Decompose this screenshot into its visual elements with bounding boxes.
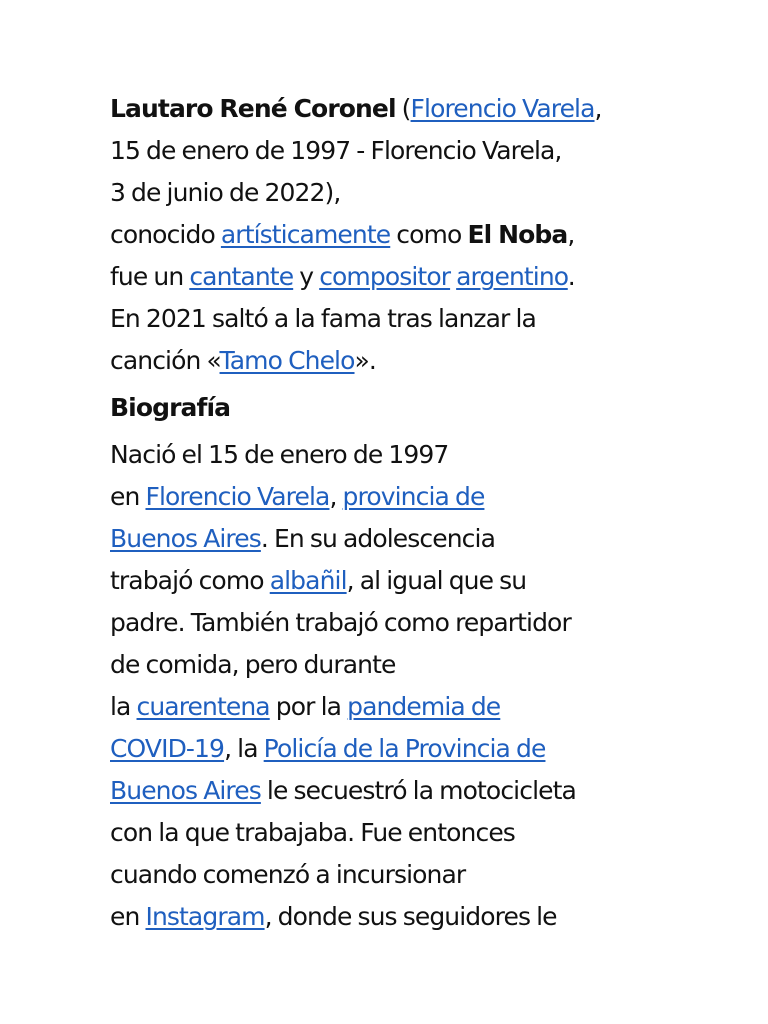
text: y	[293, 262, 320, 291]
section-heading-biografia: Biografía	[110, 393, 231, 422]
text: En 2021 saltó a la fama tras lanzar la	[110, 304, 536, 333]
text: . En su adolescencia	[260, 524, 495, 553]
text: como	[390, 220, 468, 249]
text: .	[567, 262, 575, 291]
subject-name: Lautaro René Coronel	[110, 94, 396, 123]
link-text: Buenos Aires	[110, 524, 261, 553]
text: fue un	[110, 262, 190, 291]
text: trabajó como	[110, 566, 270, 595]
link-florencio-varela[interactable]: Florencio Varela	[410, 94, 595, 123]
text: ,	[567, 220, 575, 249]
link-text: pandemia de	[347, 692, 501, 721]
alias-name: El Noba	[467, 220, 568, 249]
text: en	[110, 482, 146, 511]
text: , al igual que su	[346, 566, 527, 595]
link-text: Buenos Aires	[110, 776, 261, 805]
text: padre. También trabajó como repartidor	[110, 608, 571, 637]
link-compositor[interactable]: compositor	[319, 262, 451, 291]
text: (	[395, 94, 411, 123]
text: le secuestró la motocicleta	[260, 776, 576, 805]
intro-paragraph	[110, 88, 670, 382]
text: canción «	[110, 346, 220, 375]
link-text: Policía de la Provincia de	[263, 734, 546, 763]
text: , donde sus seguidores le	[264, 902, 557, 931]
link-artisticamente[interactable]: artísticamente	[220, 220, 391, 249]
link-text: provincia de	[342, 482, 485, 511]
text: cuando comenzó a incursionar	[110, 860, 466, 889]
link-florencio-varela-city[interactable]: Florencio Varela	[145, 482, 330, 511]
text: en	[110, 902, 146, 931]
text: Nació el 15 de enero de 1997	[110, 440, 449, 469]
link-cuarentena[interactable]: cuarentena	[136, 692, 270, 721]
biography-paragraph	[110, 434, 670, 938]
text: con la que trabajaba. Fue entonces	[110, 818, 515, 847]
text: la	[110, 692, 137, 721]
text: de comida, pero durante	[110, 650, 396, 679]
text: ,	[594, 94, 602, 123]
text: 15 de enero de 1997 - Florencio Varela,	[110, 136, 562, 165]
link-cantante[interactable]: cantante	[189, 262, 294, 291]
document-page	[110, 88, 670, 938]
text: , la	[224, 734, 264, 763]
link-instagram[interactable]: Instagram	[145, 902, 265, 931]
link-argentino[interactable]: argentino	[456, 262, 568, 291]
text: 3 de junio de 2022),	[110, 178, 341, 207]
text: conocido	[110, 220, 221, 249]
text: ,	[329, 482, 343, 511]
link-text: COVID-19	[110, 734, 225, 763]
link-tamo-chelo[interactable]: Tamo Chelo	[219, 346, 355, 375]
text: ».	[354, 346, 376, 375]
text: por la	[269, 692, 348, 721]
link-albanil[interactable]: albañil	[269, 566, 347, 595]
